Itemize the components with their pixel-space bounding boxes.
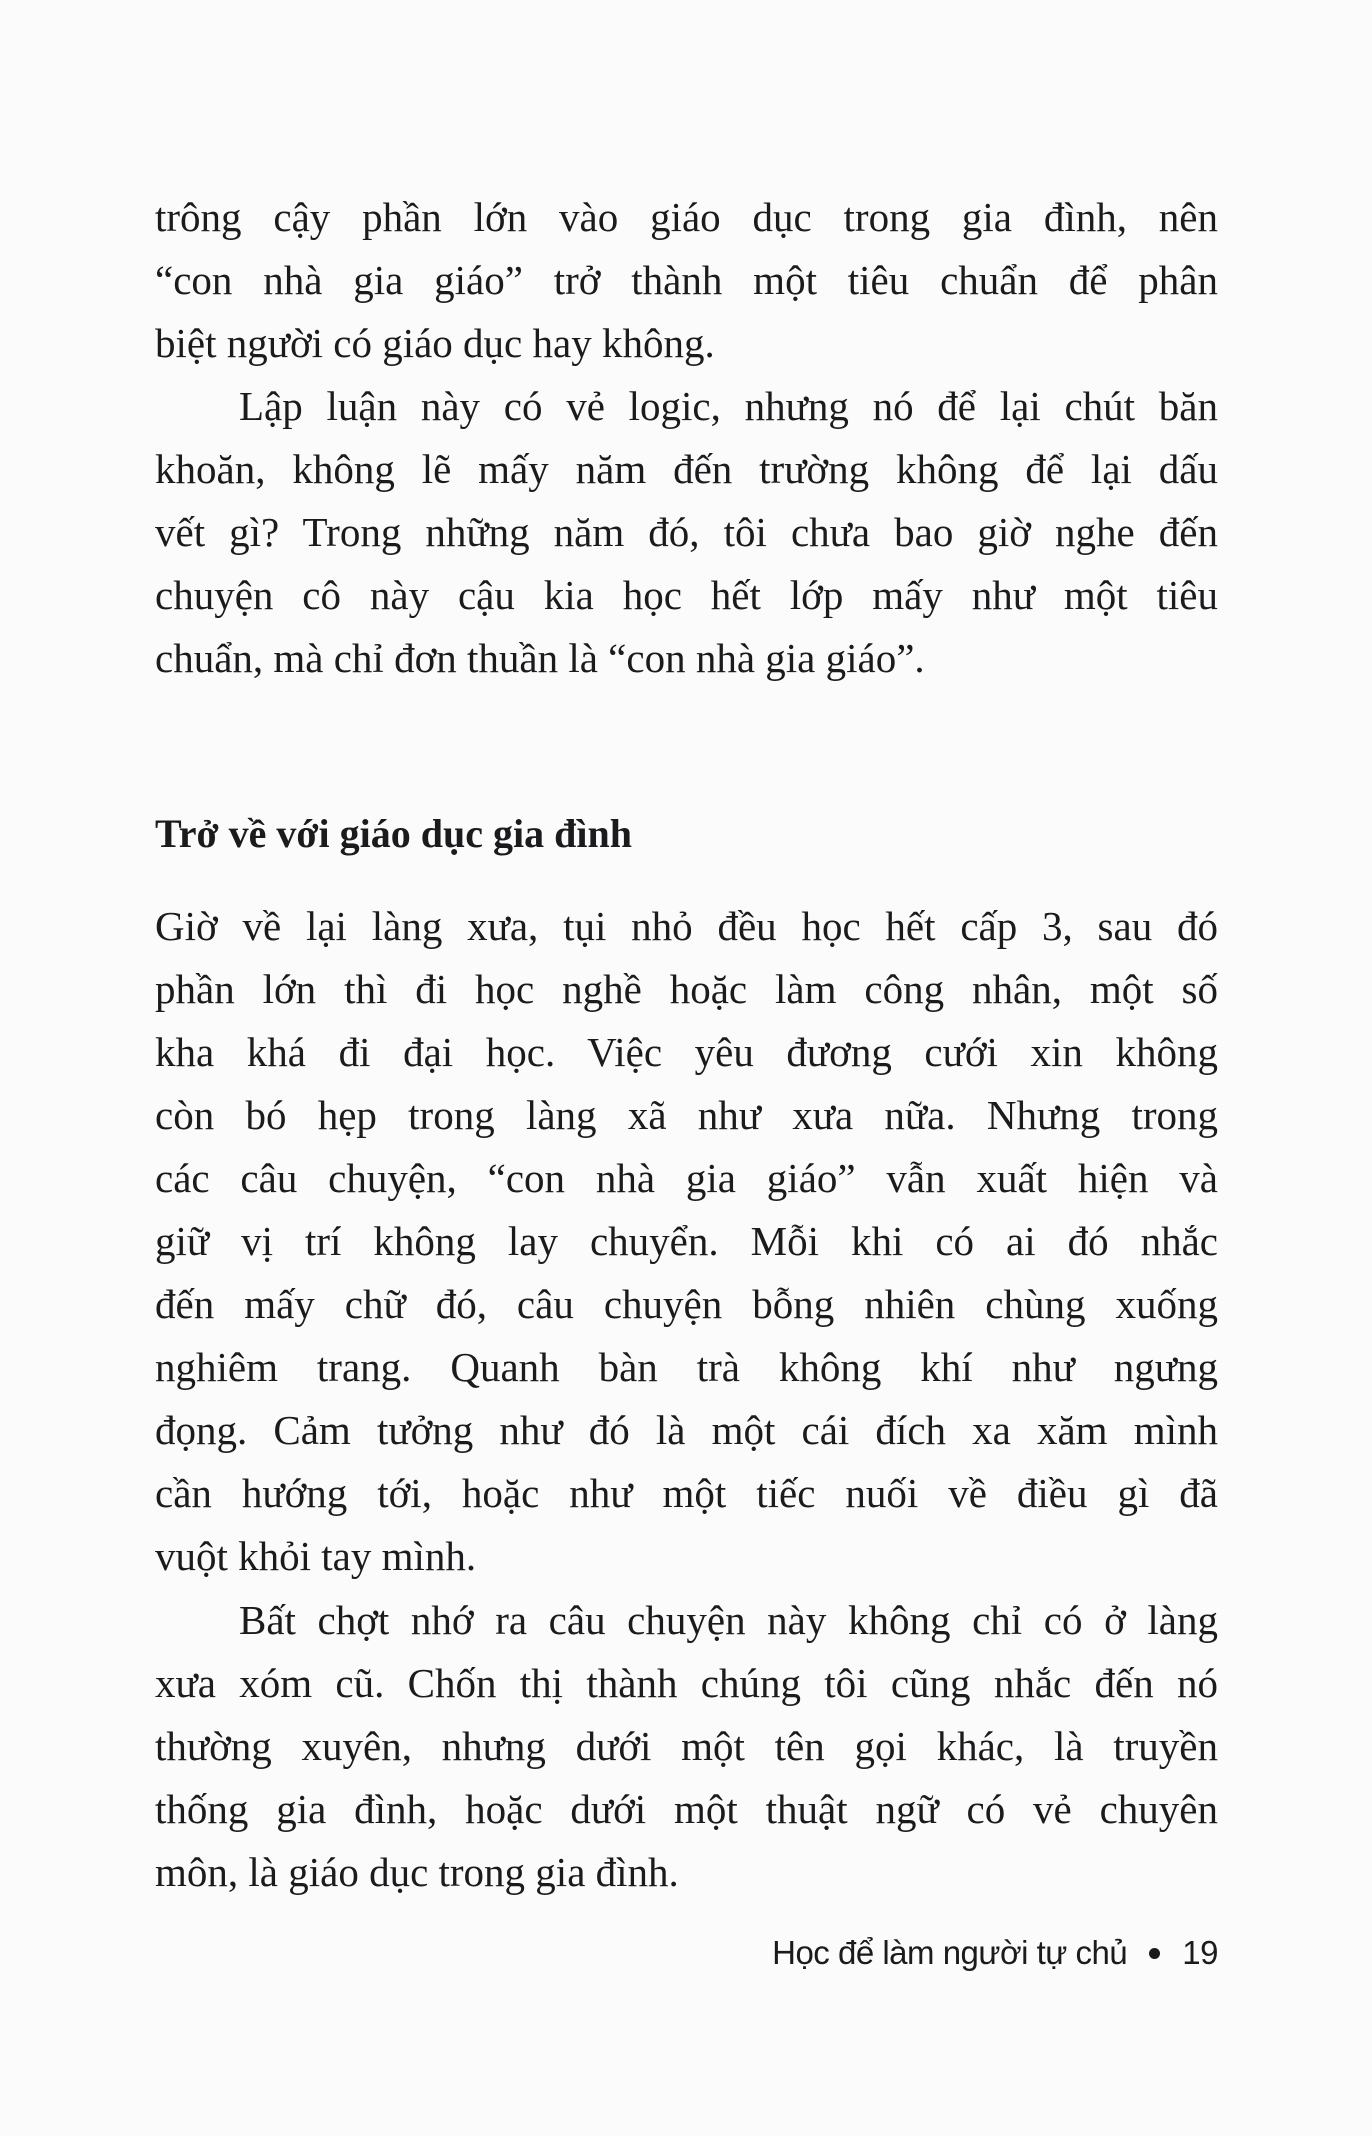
paragraph-1 bbox=[155, 186, 1218, 375]
page-footer bbox=[772, 1934, 1218, 1972]
text-line: kha khá đi đại học. Việc yêu đương cưới xin không bbox=[155, 1029, 1218, 1075]
text-line: chuyện cô này cậu kia học hết lớp mấy như một tiêu bbox=[155, 572, 1218, 618]
text-line: thường xuyên, nhưng dưới một tên gọi khác, là truyền bbox=[155, 1723, 1218, 1769]
text-line: Giờ về lại làng xưa, tụi nhỏ đều học hết cấp 3, sau đó bbox=[155, 903, 1218, 949]
text-line: “con nhà gia giáo” trở thành một tiêu chuẩn để phân bbox=[155, 257, 1218, 303]
text-line: còn bó hẹp trong làng xã như xưa nữa. Nhưng trong bbox=[155, 1092, 1218, 1138]
text-line: vuột khỏi tay mình. bbox=[155, 1533, 477, 1579]
section-heading: Trở về với giáo dục gia đình bbox=[155, 811, 632, 856]
text-line: nghiêm trang. Quanh bàn trà không khí như ngưng bbox=[155, 1344, 1218, 1390]
text-line: xưa xóm cũ. Chốn thị thành chúng tôi cũng nhắc đến nó bbox=[155, 1660, 1218, 1706]
text-line: giữ vị trí không lay chuyển. Mỗi khi có ai đó nhắc bbox=[155, 1218, 1218, 1264]
text-line: vết gì? Trong những năm đó, tôi chưa bao giờ nghe đến bbox=[155, 509, 1218, 555]
text-line: môn, là giáo dục trong gia đình. bbox=[155, 1849, 679, 1895]
paragraph-3 bbox=[155, 895, 1218, 1588]
text-line: khoăn, không lẽ mấy năm đến trường không để lại dấu bbox=[155, 446, 1218, 492]
text-line: thống gia đình, hoặc dưới một thuật ngữ có vẻ chuyên bbox=[155, 1786, 1218, 1832]
text-line: Bất chợt nhớ ra câu chuyện này không chỉ có ở làng bbox=[239, 1597, 1218, 1643]
text-line: trông cậy phần lớn vào giáo dục trong gia đình, nên bbox=[155, 194, 1218, 240]
text-line: cần hướng tới, hoặc như một tiếc nuối về điều gì đã bbox=[155, 1470, 1218, 1516]
text-line: đọng. Cảm tưởng như đó là một cái đích xa xăm mình bbox=[155, 1407, 1218, 1453]
text-line: Lập luận này có vẻ logic, nhưng nó để lại chút băn bbox=[239, 383, 1218, 429]
text-line: các câu chuyện, “con nhà gia giáo” vẫn xuất hiện và bbox=[155, 1155, 1218, 1201]
running-title: Học để làm người tự chủ bbox=[772, 1934, 1128, 1971]
text-line: biệt người có giáo dục hay không. bbox=[155, 320, 715, 366]
text-line: đến mấy chữ đó, câu chuyện bỗng nhiên chùng xuống bbox=[155, 1281, 1218, 1327]
paragraph-4 bbox=[155, 1589, 1218, 1904]
text-line: chuẩn, mà chỉ đơn thuần là “con nhà gia giáo”. bbox=[155, 635, 925, 681]
text-line: phần lớn thì đi học nghề hoặc làm công nhân, một số bbox=[155, 966, 1218, 1012]
paragraph-2 bbox=[155, 375, 1218, 690]
page-number: 19 bbox=[1182, 1934, 1218, 1971]
bullet-separator-icon bbox=[1149, 1948, 1160, 1959]
